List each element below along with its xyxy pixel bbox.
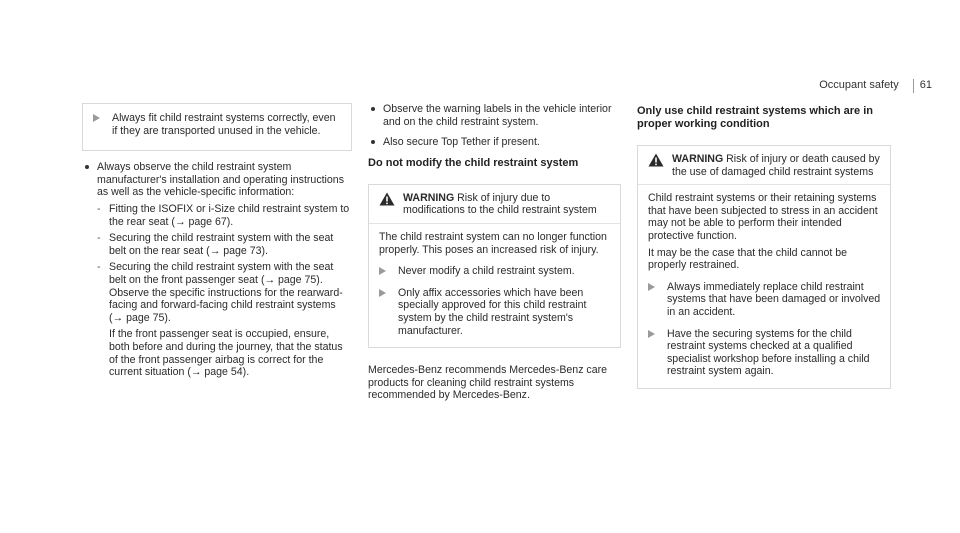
column-middle [368,103,621,402]
sub-list-item [97,261,352,324]
warning-head-text: Risk of injury due to modifications to the child restraint system [403,191,597,217]
step-text: Only affix accessories which have been specially approved for this child restraint system by the child restraint system's manufacturer. [398,286,587,337]
triangle-right-icon [93,114,100,122]
triangle-right-icon [648,330,655,338]
sub-item-text: Fitting the ISOFIX or i-Size child restraint system to the rear seat (→ page 67). [109,202,350,228]
step-text: Never modify a child restraint system. [398,265,575,278]
followup-text: If the front passenger seat is occupied, ensure, both before and during the journey, that the status of the front passenger airbag is correct for the current situation (→ page 54). [109,328,343,379]
sub-list-followup [97,328,352,378]
warning-body [638,185,890,388]
header-divider [913,79,914,93]
warning-box [637,145,891,389]
bullet-icon [85,165,89,169]
warning-triangle-icon [379,192,395,206]
sub-item-text: Securing the child restraint system with the seat belt on the rear seat (→ page 73). [109,232,334,257]
page-number: 61 [919,79,932,91]
bullet-text: Also secure Top Tether if present. [383,136,540,149]
warning-label: WARNING [403,191,455,204]
sub-list-item [97,203,352,228]
warning-triangle-icon [648,153,664,167]
warning-header [369,185,620,224]
warning-body-text: The child restraint system can no longer function properly. This poses an increased risk of injury. [379,230,607,256]
step-text: Always fit child restraint systems correctly, even if they are transported unused in the vehicle. [112,112,336,137]
list-item [82,161,352,379]
instruction-step [379,265,612,278]
dash-icon: - [97,261,101,274]
column-right [637,103,891,405]
dash-icon: - [97,202,101,215]
body-paragraph: Mercedes-Benz recommends Mercedes-Benz care products for cleaning child restraint systems recommended by Mercedes-Benz. [368,364,608,402]
triangle-right-icon [379,267,386,275]
list-item [368,103,621,128]
instruction-step [379,287,612,337]
step-text: Have the securing systems for the child restraint systems checked at a qualified specialist workshop before installing a child restraint system again. [667,327,870,378]
warning-body-text: Child restraint systems or their retaining systems that have been subjected to stress in an accident may not be able to perform their intended protective function. [648,192,878,242]
sub-list-item [97,232,352,257]
sub-item-text: Securing the child restraint system with the seat belt on the front passenger seat (→ page 75). Observe the specific instructions for the rearward-facing and forward-facing child restraint systems (→ page 75). [109,261,343,324]
instruction-box [82,103,352,151]
warning-body [369,224,620,347]
bullet-text: Always observe the child restraint system manufacturer's installation and operating instructions as well as the vehicle-specific information: [97,161,344,199]
step-text: Always immediately replace child restraint systems that have been damaged or involved in an accident. [667,280,881,318]
instruction-step [648,328,882,378]
triangle-right-icon [379,289,386,297]
page-header [819,79,932,93]
instruction-step [648,281,882,319]
warning-header [638,146,890,185]
warning-box [368,184,621,348]
section-heading: Only use child restraint systems which are in proper working condition [637,105,873,130]
warning-label: WARNING [672,153,724,165]
list-item [368,136,621,149]
bullet-icon [371,107,375,111]
triangle-right-icon [648,283,655,291]
bullet-icon [371,140,375,144]
bullet-text: Observe the warning labels in the vehicle interior and on the child restraint system. [383,103,612,128]
section-heading: Do not modify the child restraint system [368,156,579,169]
column-left [82,103,352,387]
warning-head-text: Risk of injury or death caused by the use of damaged child restraint systems [672,153,880,178]
warning-body-text: It may be the case that the child cannot be properly restrained. [648,246,848,272]
instruction-step [93,112,343,137]
dash-icon: - [97,232,101,245]
section-title: Occupant safety [819,79,899,91]
